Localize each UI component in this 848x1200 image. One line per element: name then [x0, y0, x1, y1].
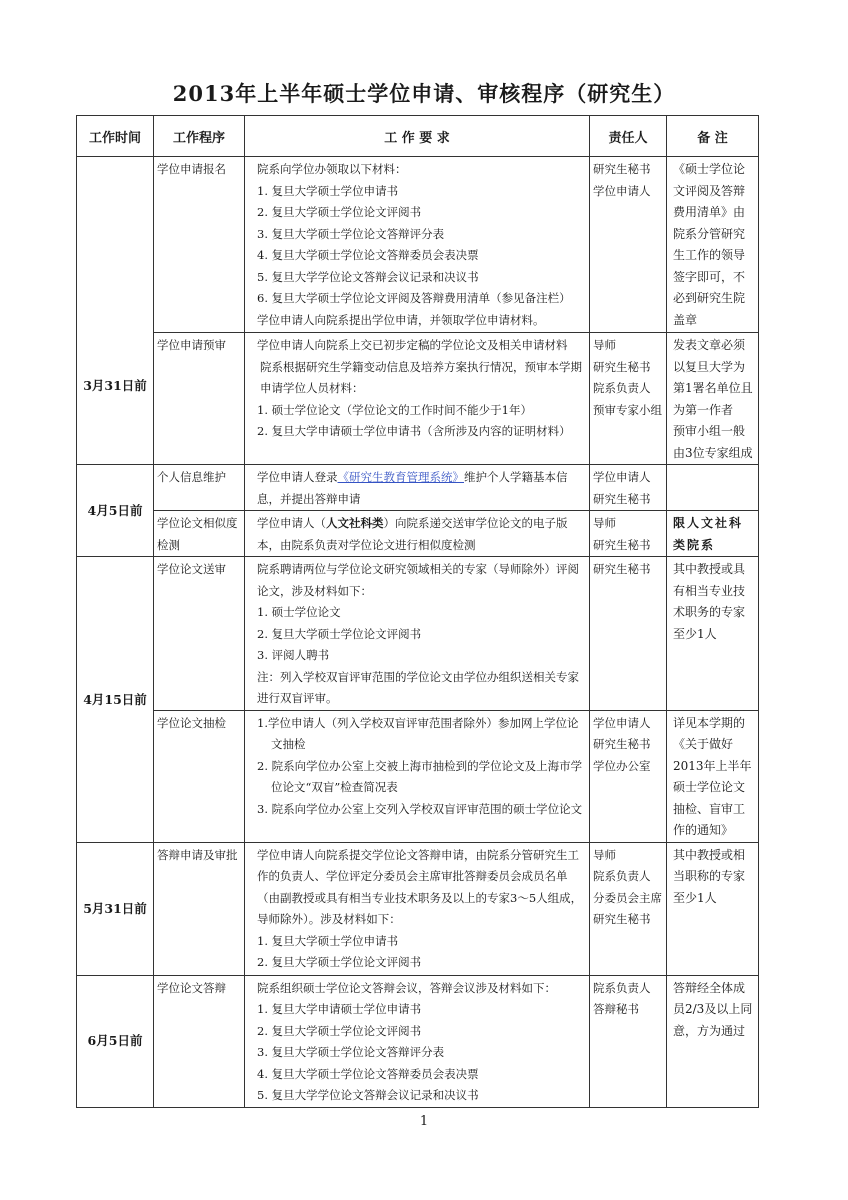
- procedure-table: [76, 115, 759, 1108]
- header-step: 工作程序: [154, 116, 245, 157]
- step-cell: 学位论文送审: [154, 557, 245, 711]
- requirements-cell: 学位申请人登录《研究生教育管理系统》维护个人学籍基本信息，并提出答辩申请: [245, 465, 590, 511]
- time-cell: 5月31日前: [77, 842, 154, 975]
- note-cell: 《硕士学位论文评阅及答辩费用清单》由院系分管研究生工作的领导签字即可，不必到研究生院盖章: [667, 157, 759, 333]
- table-row: [77, 465, 759, 511]
- step-cell: 学位论文相似度检测: [154, 511, 245, 557]
- table-row: [77, 333, 759, 465]
- header-requirements: 工 作 要 求: [245, 116, 590, 157]
- requirements-cell: 学位申请人向院系上交已初步定稿的学位论文及相关申请材料 院系根据研究生学籍变动信息及培养方案执行情况，预审本学期申请学位人员材料： 1. 硕士学位论文（学位论文的工作时间不能少于1年） 2. 复旦大学申请硕士学位申请书（含所涉及内容的证明材料）: [245, 333, 590, 465]
- responsible-cell: 导师 院系负责人 分委员会主席 研究生秘书: [590, 842, 667, 975]
- step-cell: 学位申请预审: [154, 333, 245, 465]
- table-row: [77, 975, 759, 1107]
- responsible-cell: 研究生秘书 学位申请人: [590, 157, 667, 333]
- table-row: [77, 157, 759, 333]
- note-cell: 答辩经全体成员2/3及以上同意，方为通过: [667, 975, 759, 1107]
- table-row: [77, 557, 759, 711]
- header-responsible: 责任人: [590, 116, 667, 157]
- time-cell: 4月5日前: [77, 465, 154, 557]
- note-cell: 详见本学期的《关于做好2013年上半年硕士学位论文抽检、盲审工作的通知》: [667, 710, 759, 842]
- responsible-cell: 学位申请人 研究生秘书 学位办公室: [590, 710, 667, 842]
- header-time: 工作时间: [77, 116, 154, 157]
- time-cell: 3月31日前: [77, 157, 154, 465]
- responsible-cell: 院系负责人 答辩秘书: [590, 975, 667, 1107]
- document-title: 2013年上半年硕士学位申请、审核程序（研究生）: [172, 81, 676, 106]
- note-cell: [667, 465, 759, 511]
- note-cell: 发表文章必须以复旦大学为第1署名单位且为第一作者 预审小组一般由3位专家组成: [667, 333, 759, 465]
- table-header-row: [77, 116, 759, 157]
- note-cell: 限人文社科类院系: [667, 511, 759, 557]
- requirements-cell: 院系组织硕士学位论文答辩会议，答辩会议涉及材料如下： 1. 复旦大学申请硕士学位申请书 2. 复旦大学硕士学位论文评阅书 3. 复旦大学硕士学位论文答辩评分表 4. 复旦大学硕士学位论文答辩委员会表决票 5. 复旦大学学位论文答辩会议记录和决议书: [245, 975, 590, 1107]
- requirements-cell: 院系聘请两位与学位论文研究领域相关的专家（导师除外）评阅论文，涉及材料如下： 1. 硕士学位论文 2. 复旦大学硕士学位论文评阅书 3. 评阅人聘书 注：列入学校双盲评审范围的学位论文由学位办组织送相关专家进行双盲评审。: [245, 557, 590, 711]
- step-cell: 答辩申请及审批: [154, 842, 245, 975]
- responsible-cell: 导师 研究生秘书 院系负责人 预审专家小组: [590, 333, 667, 465]
- step-cell: 学位申请报名: [154, 157, 245, 333]
- header-notes: 备 注: [667, 116, 759, 157]
- note-cell: 其中教授或具有相当专业技术职务的专家至少1人: [667, 557, 759, 711]
- step-cell: 学位论文抽检: [154, 710, 245, 842]
- responsible-cell: 学位申请人 研究生秘书: [590, 465, 667, 511]
- note-cell: 其中教授或相当职称的专家至少1人: [667, 842, 759, 975]
- responsible-cell: 研究生秘书: [590, 557, 667, 711]
- requirements-cell: 学位申请人向院系提交学位论文答辩申请，由院系分管研究生工作的负责人、学位评定分委员会主席审批答辩委员会成员名单（由副教授或具有相当专业技术职务及以上的专家3～5人组成，导师除外）。涉及材料如下： 1. 复旦大学硕士学位申请书 2. 复旦大学硕士学位论文评阅书: [245, 842, 590, 975]
- table-row: [77, 842, 759, 975]
- responsible-cell: 导师 研究生秘书: [590, 511, 667, 557]
- step-cell: 个人信息维护: [154, 465, 245, 511]
- table-row: [77, 511, 759, 557]
- graduate-system-link[interactable]: 《研究生教育管理系统》: [337, 470, 464, 484]
- time-cell: 4月15日前: [77, 557, 154, 843]
- requirements-cell: 院系向学位办领取以下材料： 1. 复旦大学硕士学位申请书 2. 复旦大学硕士学位论文评阅书 3. 复旦大学硕士学位论文答辩评分表 4. 复旦大学硕士学位论文答辩委员会表决票 5. 复旦大学学位论文答辩会议记录和决议书 6. 复旦大学硕士学位论文评阅及答辩费用清单（参见备注栏） 学位申请人向院系提出学位申请，并领取学位申请材料。: [245, 157, 590, 333]
- requirements-cell: 学位申请人（人文社科类）向院系递交送审学位论文的电子版本，由院系负责对学位论文进行相似度检测: [245, 511, 590, 557]
- table-row: [77, 710, 759, 842]
- requirements-cell: 1.学位申请人（列入学校双盲评审范围者除外）参加网上学位论文抽检 2. 院系向学位办公室上交被上海市抽检到的学位论文及上海市学位论文“双盲”检查简况表 3. 院系向学位办公室上交列入学校双盲评审范围的硕士学位论文: [245, 710, 590, 842]
- step-cell: 学位论文答辩: [154, 975, 245, 1107]
- page-number: 1: [419, 1114, 429, 1129]
- time-cell: 6月5日前: [77, 975, 154, 1107]
